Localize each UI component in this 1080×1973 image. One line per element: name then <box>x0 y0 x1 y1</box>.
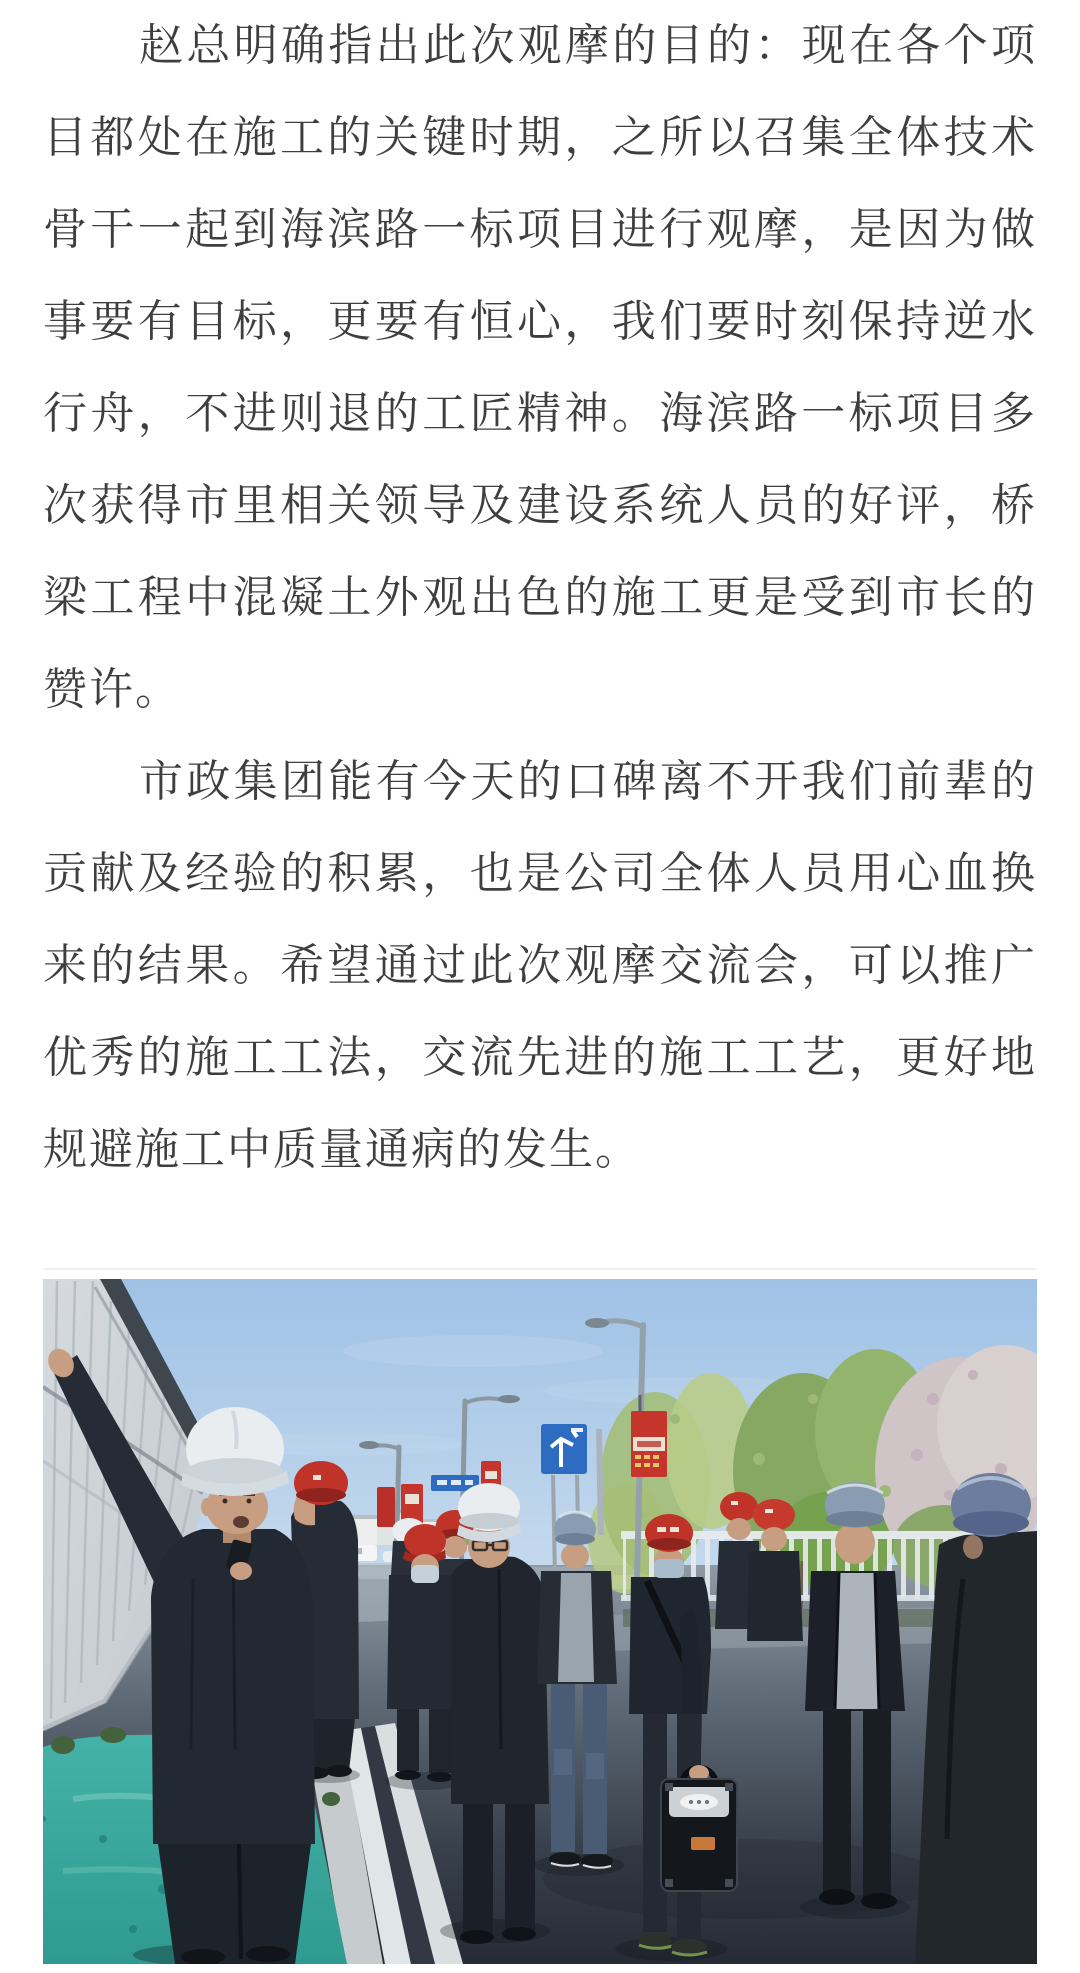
face-mask <box>654 1559 684 1578</box>
paragraph-2: 市政集团能有今天的口碑离不开我们前辈的贡献及经验的积累，也是公司全体人员用心血换来的结果。希望通过此次观摩交流会，可以推广优秀的施工工法，交流先进的施工工艺，更好地规避施工中质量通病的发生。 <box>43 757 1037 1174</box>
face-mask <box>411 1565 439 1583</box>
worker-red-helmet-pair <box>715 1492 803 1641</box>
article-photo <box>43 1279 1037 1964</box>
photo-top-hairline <box>43 1268 1037 1270</box>
site-photo-illustration <box>43 1279 1037 1964</box>
open-mouth <box>233 1516 249 1528</box>
paragraph-1: 赵总明确指出此次观摩的目的：现在各个项目都处在施工的关键时期，之所以召集全体技术骨干一起到海滨路一标项目进行观摩，是因为做事要有目标，更要有恒心，我们要时刻保持逆水行舟，不进则退的工匠精神。海滨路一标项目多次获得市里相关领导及建设系统人员的好评，桥梁工程中混凝土外观出色的施工更是受到市长的赞许。 <box>43 21 1037 714</box>
equipment-case <box>661 1765 737 1891</box>
